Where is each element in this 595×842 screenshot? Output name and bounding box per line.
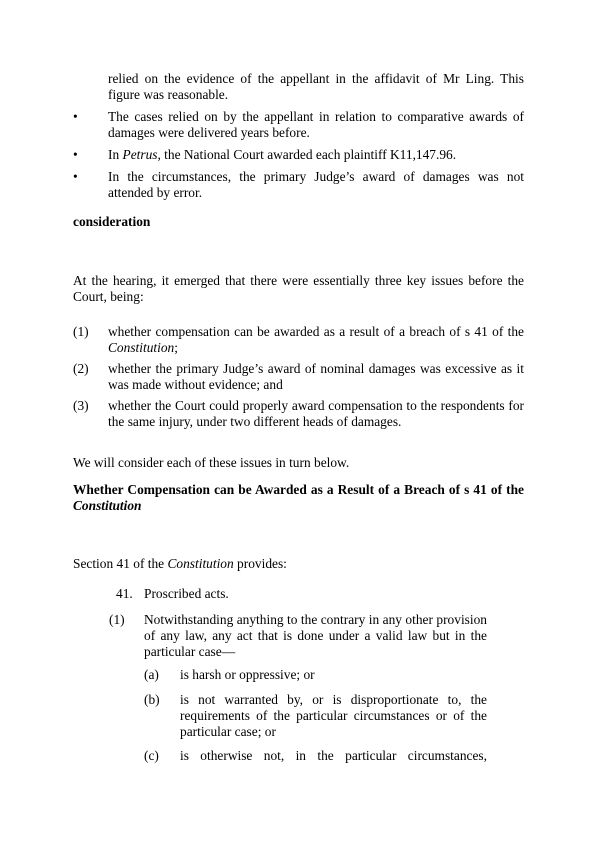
issue-number: (1) (73, 324, 89, 339)
quote-item-number: (a) (144, 667, 159, 682)
quote-section-number: 41. (116, 586, 133, 601)
issue-text: whether the Court could properly award compensation to the respondents for the same injury, under two different heads of damages. (108, 398, 524, 429)
bullet-symbol: • (73, 169, 78, 184)
section-intro (73, 556, 287, 572)
continuation-line-1: relied on the evidence of the appellant in the affidavit of Mr Ling. This (108, 71, 524, 86)
quote-subsection-number: (1) (109, 612, 125, 627)
quote-item-text: is not warranted by, or is disproportionate to, the requirements of the particular circumstances or of the particular case; or (180, 692, 487, 739)
bullet-text: The cases relied on by the appellant in relation to comparative awards of damages were delivered years before. (108, 109, 524, 140)
issue-number: (2) (73, 361, 89, 376)
section-heading-italic: Constitution (73, 498, 142, 513)
section-heading (73, 482, 524, 514)
quote-subsection-text: Notwithstanding anything to the contrary in any other provision of any law, any act that is done under a valid law but in the particular case— (144, 612, 487, 659)
quote-item-number: (b) (144, 692, 160, 707)
continuation-line-2: figure was reasonable. (108, 87, 229, 102)
section-intro-pre: Section 41 of the (73, 556, 168, 571)
quote-section-title: Proscribed acts. (144, 586, 229, 601)
issue-text-pre: whether compensation can be awarded as a result of a breach of s 41 of the (108, 324, 524, 339)
section-intro-italic: Constitution (167, 556, 234, 571)
section-intro-post: provides: (233, 556, 287, 571)
heading-consideration: consideration (73, 214, 151, 229)
quote-item-text: is harsh or oppressive; or (180, 667, 315, 682)
hearing-paragraph: At the hearing, it emerged that there were essentially three key issues before the Court, being: (73, 273, 524, 304)
quote-item-number: (c) (144, 748, 159, 763)
issue-text (108, 324, 524, 356)
consider-line: We will consider each of these issues in turn below. (73, 455, 350, 470)
bullet-text-post: , the National Court awarded each plaintiff K11,147.96. (157, 147, 457, 162)
bullet-symbol: • (73, 109, 78, 124)
issue-text-italic: Constitution (108, 340, 175, 355)
bullet-continuation (108, 71, 524, 103)
bullet-text-pre: In (108, 147, 123, 162)
issue-number: (3) (73, 398, 89, 413)
issue-text-post: ; (174, 340, 178, 355)
bullet-text: In the circumstances, the primary Judge’s award of damages was not attended by error. (108, 169, 524, 200)
bullet-text (108, 147, 524, 163)
bullet-symbol: • (73, 147, 78, 162)
section-heading-text: Whether Compensation can be Awarded as a Result of a Breach of s 41 of the (73, 482, 524, 497)
case-name-petrus: Petrus (122, 147, 158, 162)
issue-text: whether the primary Judge’s award of nominal damages was excessive as it was made without evidence; and (108, 361, 524, 392)
quote-item-text: is otherwise not, in the particular circumstances, (180, 748, 487, 763)
